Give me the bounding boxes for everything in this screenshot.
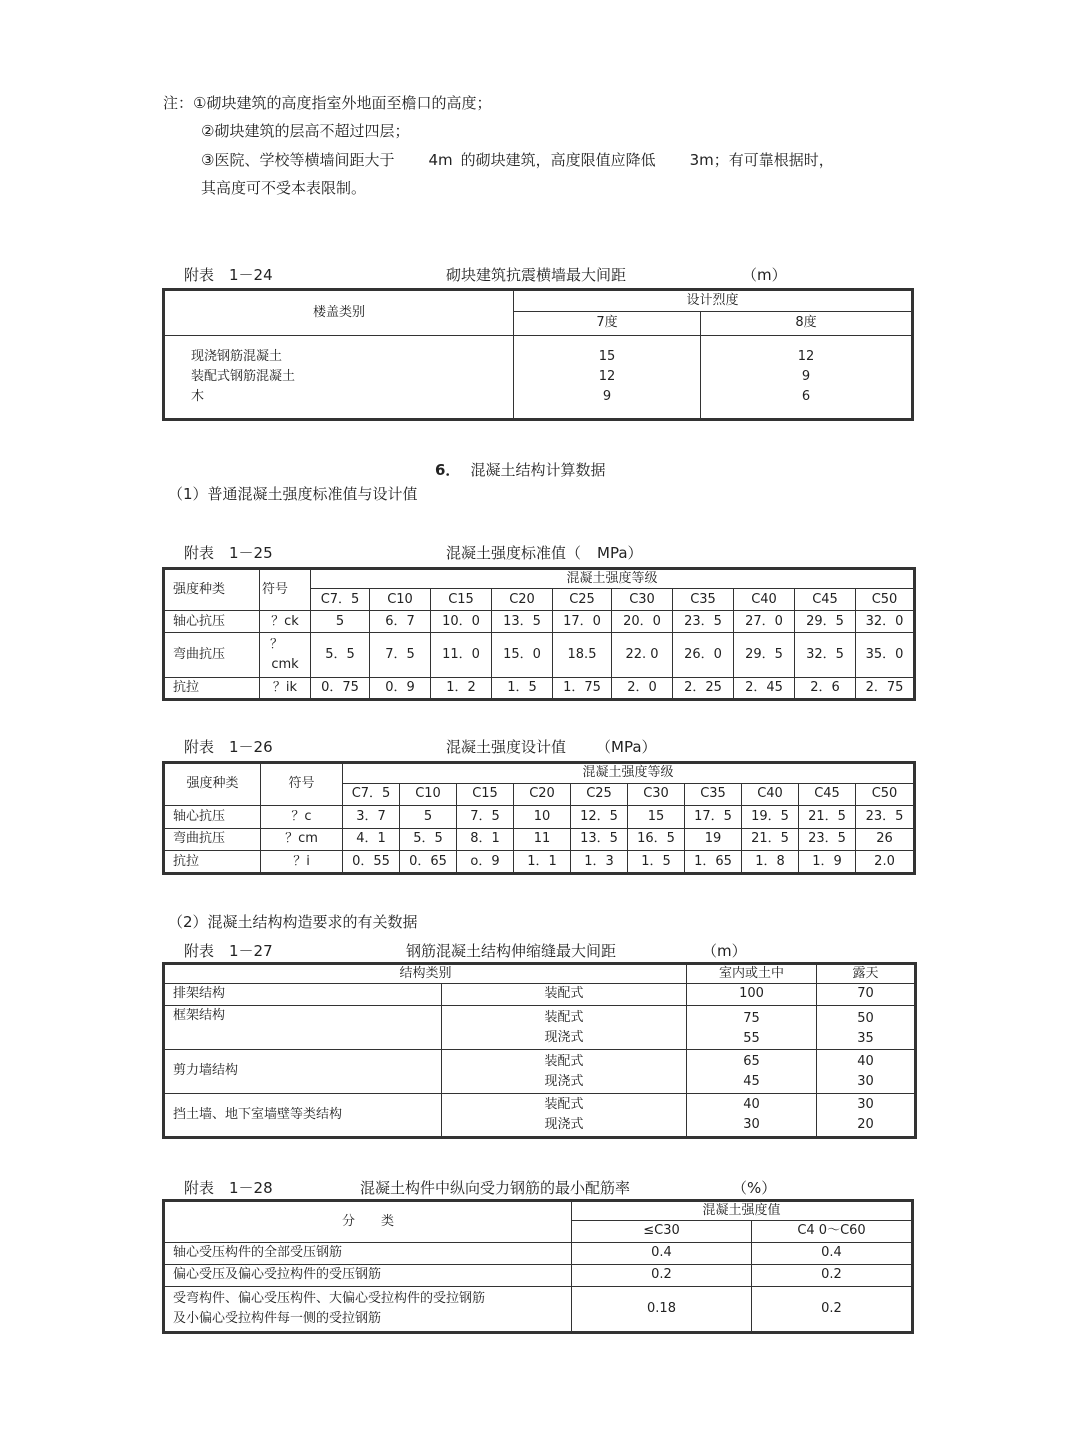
t26-grade: C30 [628, 783, 685, 806]
t26-cell: 3．7 [343, 806, 400, 829]
t28-class: 偏心受压及偏心受拉构件的受压钢筋 [164, 1265, 572, 1287]
t27-indoor: 45 [743, 1073, 760, 1089]
table-row [164, 1243, 913, 1265]
t25-grade: C50 [856, 589, 915, 611]
subsection-2-title: （2）混凝土结构构造要求的有关数据 [168, 913, 418, 931]
t26-cell: 12．5 [571, 806, 628, 829]
t27-type: 排架结构 [164, 984, 442, 1006]
t25-kind: 轴心抗压 [164, 611, 260, 633]
t27-method-cell [442, 1094, 687, 1138]
t27-method-cell [442, 1006, 687, 1050]
t25-cell: 6．7 [370, 611, 431, 633]
t28-header-strength: 混凝土强度值 [572, 1201, 913, 1221]
section-6-number: 6． [435, 461, 461, 479]
t26-grade: C15 [457, 783, 514, 806]
t26-cell: 15 [628, 806, 685, 829]
t26-kind: 轴心抗压 [164, 806, 261, 829]
note-4: 其高度可不受本表限制。 [201, 179, 367, 197]
t26-grade: C25 [571, 783, 628, 806]
t24-value: 12 [598, 369, 616, 384]
table-row [164, 984, 916, 1006]
t24-value: 12 [797, 349, 815, 364]
t26-cell: 23．5 [856, 806, 915, 829]
t28-high: 0.2 [752, 1287, 913, 1333]
t27-header-outdoor: 露天 [817, 964, 916, 984]
t28-low: 0.2 [572, 1265, 752, 1287]
t24-label: 附表 1－24 [184, 266, 273, 284]
t27-outdoor: 35 [857, 1031, 874, 1046]
t25-cell: 0．75 [311, 677, 370, 699]
table-row [164, 851, 915, 874]
t24-value: 15 [598, 349, 616, 364]
t25-header-kind: 强度种类 [164, 569, 260, 611]
t25-cell: 32．5 [795, 633, 856, 677]
t27-unit: （m） [702, 942, 747, 960]
t27-indoor: 55 [743, 1031, 760, 1046]
t27-method-cell [442, 1050, 687, 1094]
t26-grade: C40 [742, 783, 799, 806]
t26-symbol: ？cm [261, 828, 343, 851]
t25-grade: C20 [492, 589, 553, 611]
t26-cell: 0．55 [343, 851, 400, 874]
table-1-24 [162, 288, 914, 421]
t24-header-8: 8度 [701, 312, 913, 336]
t26-cell: 2.0 [856, 851, 915, 874]
t27-method: 现浇式 [544, 1117, 584, 1132]
t25-kind: 弯曲抗压 [164, 633, 260, 677]
t25-title-text: 混凝土强度标准值（ [446, 544, 582, 562]
t24-title: 砌块建筑抗震横墙最大间距 [446, 266, 627, 284]
t24-unit: （m） [742, 266, 787, 284]
t27-header-indoor: 室内或土中 [687, 964, 817, 984]
t27-method: 装配式 [544, 1097, 584, 1112]
t24-types-cell [164, 336, 514, 420]
t24-header-7: 7度 [514, 312, 701, 336]
t26-cell: 10 [514, 806, 571, 829]
t26-cell: 26 [856, 828, 915, 851]
t28-low: 0.4 [572, 1243, 752, 1265]
t26-symbol: ？c [261, 806, 343, 829]
t28-label: 附表 1－28 [184, 1179, 273, 1197]
table-row [164, 1287, 913, 1333]
section-6-heading [435, 459, 605, 480]
t28-header-low: ≤C30 [572, 1221, 752, 1243]
table-row [164, 1050, 916, 1094]
t25-symbol-part: cmk [271, 657, 299, 673]
table-row [164, 1265, 913, 1287]
t25-cell: 20．0 [612, 611, 673, 633]
table-1-25 [162, 567, 916, 701]
t27-method: 现浇式 [544, 1073, 584, 1089]
t25-cell: 2．75 [856, 677, 915, 699]
t24-type: 装配式钢筋混凝土 [191, 369, 296, 384]
t26-kind: 抗拉 [164, 851, 261, 874]
t27-outdoor: 20 [857, 1117, 874, 1132]
t27-outdoor-cell [817, 1094, 916, 1138]
t25-cell: 0．9 [370, 677, 431, 699]
t27-indoor: 30 [743, 1117, 760, 1132]
t25-cell: 35．0 [856, 633, 915, 677]
t28-class: 及小偏心受拉构件每一侧的受拉钢筋 [173, 1311, 382, 1326]
t25-kind: 抗拉 [164, 677, 260, 699]
t25-cell: 23．5 [673, 611, 734, 633]
t24-value: 9 [602, 389, 612, 404]
t25-cell: 11．0 [431, 633, 492, 677]
table-row [164, 611, 915, 633]
t27-indoor: 65 [743, 1053, 760, 1069]
t26-cell: 1．65 [685, 851, 742, 874]
t25-symbol: ？ik [260, 677, 311, 699]
t27-type: 挡土墙、地下室墙壁等类结构 [164, 1094, 442, 1138]
t27-indoor: 40 [743, 1097, 760, 1112]
t26-grade: C45 [799, 783, 856, 806]
t26-cell: 16．5 [628, 828, 685, 851]
t25-cell: 2．45 [734, 677, 795, 699]
t26-header-symbol: 符号 [261, 763, 343, 806]
t25-grade: C35 [673, 589, 734, 611]
t25-cell: 2．25 [673, 677, 734, 699]
t28-header-high: C4 0～C60 [752, 1221, 913, 1243]
t27-method: 装配式 [544, 1009, 584, 1025]
t25-cell: 2．6 [795, 677, 856, 699]
t26-cell: 0．65 [400, 851, 457, 874]
t24-v7-cell [514, 336, 701, 420]
t26-grade: C10 [400, 783, 457, 806]
t27-outdoor: 50 [857, 1011, 874, 1026]
t26-cell: 1．5 [628, 851, 685, 874]
t25-unit: MPa） [597, 544, 643, 562]
t27-indoor-cell [687, 1094, 817, 1138]
note-3-part-e: ；有可靠根据时， [713, 151, 834, 169]
t27-header-type: 结构类别 [164, 964, 687, 984]
t25-cell: 7．5 [370, 633, 431, 677]
t26-cell: 21．5 [742, 828, 799, 851]
t26-cell: 11 [514, 828, 571, 851]
t26-grade: C35 [685, 783, 742, 806]
t25-grade: C45 [795, 589, 856, 611]
note-3-part-c: 的砌块建筑，高度限值应降低 [460, 151, 656, 169]
t25-grade: C15 [431, 589, 492, 611]
t28-unit: （%） [732, 1179, 777, 1197]
t28-high: 0.2 [752, 1265, 913, 1287]
t26-cell: 17．5 [685, 806, 742, 829]
t26-cell: o．9 [457, 851, 514, 874]
t27-outdoor-cell [817, 1006, 916, 1050]
note-3 [201, 149, 834, 170]
t25-cell: 1．2 [431, 677, 492, 699]
t26-grade: C50 [856, 783, 915, 806]
t25-grade: C30 [612, 589, 673, 611]
t27-indoor-cell [687, 1006, 817, 1050]
t25-cell: 22. 0 [612, 633, 673, 677]
t25-header-symbol: 符号 [260, 569, 311, 611]
t24-v8-cell [701, 336, 913, 420]
t25-grade: C25 [553, 589, 612, 611]
t25-cell: 10．0 [431, 611, 492, 633]
t27-indoor-cell [687, 1050, 817, 1094]
t28-class-cell [164, 1287, 572, 1333]
t25-title [446, 542, 643, 563]
t26-cell: 1．1 [514, 851, 571, 874]
table-row [164, 1094, 916, 1138]
t27-title: 钢筋混凝土结构伸缩缝最大间距 [406, 942, 617, 960]
t26-cell: 7．5 [457, 806, 514, 829]
t28-class: 受弯构件、偏心受压构件、大偏心受拉构件的受拉钢筋 [173, 1291, 486, 1306]
table-1-27 [162, 962, 917, 1139]
t25-cell: 1．5 [492, 677, 553, 699]
t26-cell: 5 [400, 806, 457, 829]
t26-kind: 弯曲抗压 [164, 828, 261, 851]
t25-cell: 5．5 [311, 633, 370, 677]
t27-type: 剪力墙结构 [164, 1050, 442, 1094]
t27-outdoor: 40 [857, 1053, 874, 1069]
t25-cell: 26．0 [673, 633, 734, 677]
t25-cell: 18.5 [553, 633, 612, 677]
note-2: ②砌块建筑的层高不超过四层； [201, 122, 410, 140]
table-row [164, 633, 915, 677]
table-1-28 [162, 1199, 914, 1334]
t24-type: 现浇钢筋混凝土 [191, 349, 283, 364]
t28-header-class: 分 类 [164, 1201, 572, 1243]
section-6-title: 混凝土结构计算数据 [470, 461, 606, 479]
t26-cell: 13．5 [571, 828, 628, 851]
note-3-part-b: 4m [428, 151, 453, 169]
t25-symbol-part: ？ [270, 637, 284, 653]
t25-cell: 1．75 [553, 677, 612, 699]
t26-grade: C20 [514, 783, 571, 806]
t26-cell: 1．8 [742, 851, 799, 874]
t25-cell: 13．5 [492, 611, 553, 633]
t27-label: 附表 1－27 [184, 942, 273, 960]
table-row [164, 806, 915, 829]
t28-class: 轴心受压构件的全部受压钢筋 [164, 1243, 572, 1265]
t24-header-design: 设计烈度 [514, 290, 913, 312]
table-row [164, 828, 915, 851]
t24-value: 6 [801, 389, 811, 404]
subsection-1-title: （1）普通混凝土强度标准值与设计值 [168, 485, 418, 503]
t25-header-grade: 混凝土强度等级 [311, 569, 915, 589]
t27-type: 框架结构 [164, 1006, 442, 1050]
table-1-26 [162, 761, 916, 875]
t26-unit: （MPa） [596, 738, 657, 756]
t26-cell: 19 [685, 828, 742, 851]
t25-symbol-cell [260, 633, 311, 677]
t27-outdoor: 30 [857, 1073, 874, 1089]
t28-high: 0.4 [752, 1243, 913, 1265]
t25-cell: 27．0 [734, 611, 795, 633]
t25-cell: 29．5 [795, 611, 856, 633]
t26-label: 附表 1－26 [184, 738, 273, 756]
t26-cell: 21．5 [799, 806, 856, 829]
t27-method: 现浇式 [544, 1029, 584, 1045]
t27-indoor: 75 [743, 1011, 760, 1026]
t24-type: 木 [191, 389, 205, 404]
t25-grade: C40 [734, 589, 795, 611]
t26-cell: 19．5 [742, 806, 799, 829]
t25-cell: 32．0 [856, 611, 915, 633]
t26-cell: 23．5 [799, 828, 856, 851]
note-3-part-a: ③医院、学校等横墙间距大于 [201, 151, 395, 169]
t28-title: 混凝土构件中纵向受力钢筋的最小配筋率 [360, 1179, 631, 1197]
t25-cell: 5 [311, 611, 370, 633]
note-3-part-d: 3m [689, 151, 714, 169]
t26-header-kind: 强度种类 [164, 763, 261, 806]
t26-title [446, 736, 657, 757]
t26-cell: 4．1 [343, 828, 400, 851]
t26-grade: C7．5 [343, 783, 400, 806]
t26-cell: 8．1 [457, 828, 514, 851]
t25-label: 附表 1－25 [184, 544, 273, 562]
t26-symbol: ？i [261, 851, 343, 874]
t24-value: 9 [801, 369, 811, 384]
note-1: 注：①砌块建筑的高度指室外地面至檐口的高度； [163, 94, 492, 112]
t27-outdoor-cell [817, 1050, 916, 1094]
t25-cell: 29．5 [734, 633, 795, 677]
t26-cell: 1．3 [571, 851, 628, 874]
t26-header-grade: 混凝土强度等级 [343, 763, 915, 784]
table-row [164, 677, 915, 699]
t25-grade: C7．5 [311, 589, 370, 611]
t26-title-text: 混凝土强度设计值 [446, 738, 567, 756]
t24-header-type: 楼盖类别 [164, 290, 514, 336]
t25-symbol: ？ck [260, 611, 311, 633]
t27-method: 装配式 [544, 1053, 584, 1069]
t27-outdoor: 70 [817, 984, 916, 1006]
t25-cell: 2．0 [612, 677, 673, 699]
t27-outdoor: 30 [857, 1097, 874, 1112]
t26-cell: 5．5 [400, 828, 457, 851]
t25-grade: C10 [370, 589, 431, 611]
table-row [164, 1006, 916, 1050]
t25-cell: 17．0 [553, 611, 612, 633]
t27-indoor: 100 [687, 984, 817, 1006]
t27-method: 装配式 [442, 984, 687, 1006]
t26-cell: 1．9 [799, 851, 856, 874]
t28-low: 0.18 [572, 1287, 752, 1333]
t25-cell: 15．0 [492, 633, 553, 677]
